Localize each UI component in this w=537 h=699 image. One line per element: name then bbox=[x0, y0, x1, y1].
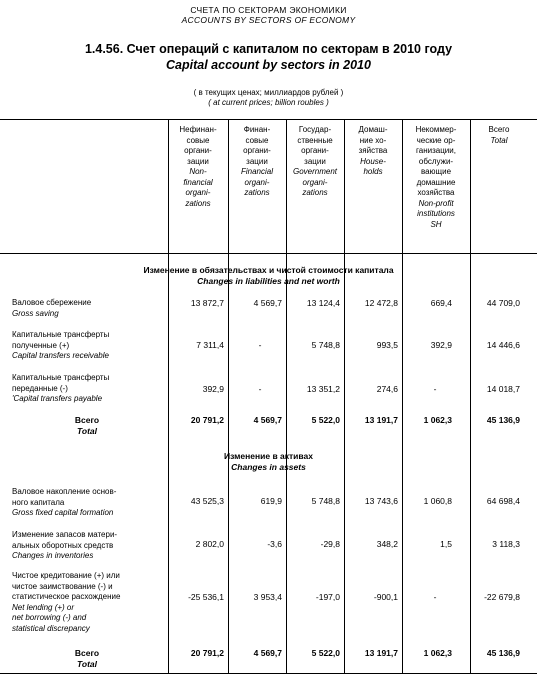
table-cell: 619,9 bbox=[260, 496, 282, 506]
row-label-en: Gross fixed capital formation bbox=[12, 508, 114, 517]
table-bottom-rule bbox=[0, 673, 537, 674]
column-header-ru: Некоммер- ческие ор- ганизации, обслужи- вающие домашние хозяйства bbox=[415, 125, 457, 197]
table-cell: 993,5 bbox=[376, 340, 398, 350]
column-divider bbox=[470, 119, 471, 673]
total-cell: 1 062,3 bbox=[423, 415, 452, 425]
row-label-ru: Валовое накопление основ- ного капитала bbox=[12, 487, 117, 507]
table-cell: -900,1 bbox=[373, 592, 398, 602]
row-label bbox=[12, 571, 162, 634]
column-header-en: House- holds bbox=[360, 156, 386, 176]
row-label-en: Changes in inventories bbox=[12, 551, 94, 560]
section-heading-assets bbox=[0, 451, 537, 473]
total-cell: 45 136,9 bbox=[486, 415, 520, 425]
table-cell: 44 709,0 bbox=[486, 298, 520, 308]
total-cell: 13 191,7 bbox=[364, 415, 398, 425]
total-cell: 4 569,7 bbox=[253, 648, 282, 658]
total-label-en: Total bbox=[77, 659, 97, 669]
table-title-ru: 1.4.56. Счет операций с капиталом по секторам в 2010 году bbox=[84, 42, 453, 56]
table-cell: 14 446,6 bbox=[486, 340, 520, 350]
table-cell: -22 679,8 bbox=[484, 592, 520, 602]
table-cell: 4 569,7 bbox=[253, 298, 282, 308]
table-cell: 12 472,8 bbox=[364, 298, 398, 308]
table-cell: 348,2 bbox=[376, 539, 398, 549]
section-heading-ru: Изменение в активах bbox=[224, 451, 313, 461]
column-header-en: Total bbox=[490, 135, 508, 145]
section-heading-liabilities bbox=[0, 265, 537, 287]
column-header-nonprofit bbox=[402, 125, 470, 230]
total-cell: 5 522,0 bbox=[311, 648, 340, 658]
row-label bbox=[12, 298, 162, 319]
total-cell: 5 522,0 bbox=[311, 415, 340, 425]
units-en: ( at current prices; billion roubles ) bbox=[208, 98, 329, 107]
column-header-ru: Всего bbox=[488, 125, 510, 134]
column-header-government bbox=[286, 125, 344, 199]
column-header-ru: Домаш- ние хо- зяйства bbox=[358, 125, 388, 155]
column-header-ru: Финан- совые органи- зации bbox=[243, 125, 271, 166]
table-cell: 5 748,8 bbox=[311, 340, 340, 350]
row-label-ru: Изменение запасов матери- альных оборотных средств bbox=[12, 530, 118, 550]
table-cell: - bbox=[433, 384, 437, 394]
table-cell: - bbox=[433, 592, 437, 602]
row-label bbox=[12, 373, 162, 405]
table-cell: 64 698,4 bbox=[486, 496, 520, 506]
column-header-ru: Нефинан- совые органи- зации bbox=[179, 125, 217, 166]
total-cell: 1 062,3 bbox=[423, 648, 452, 658]
column-header-financial bbox=[228, 125, 286, 199]
row-label-ru: Капитальные трансферты переданные (-) bbox=[12, 373, 110, 393]
table-cell: -29,8 bbox=[320, 539, 340, 549]
column-header-en: Non- financial organi- zations bbox=[183, 167, 213, 208]
table-cell: - bbox=[258, 384, 262, 394]
row-label-ru: Капитальные трансферты полученные (+) bbox=[12, 330, 110, 350]
row-label-ru: Чистое кредитование (+) или чистое заимствование (-) и статистическое расхождение bbox=[12, 571, 121, 601]
total-cell: 4 569,7 bbox=[253, 415, 282, 425]
table-cell: 1,5 bbox=[440, 539, 452, 549]
row-label-ru: Валовое сбережение bbox=[12, 298, 92, 307]
table-cell: 392,9 bbox=[430, 340, 452, 350]
table-cell: -25 536,1 bbox=[188, 592, 224, 602]
table-cell: 43 525,3 bbox=[190, 496, 224, 506]
section-heading-en: Changes in liabilities and net worth bbox=[197, 276, 340, 286]
total-row-label bbox=[12, 648, 162, 670]
total-cell: 13 191,7 bbox=[364, 648, 398, 658]
row-label-en: Gross saving bbox=[12, 308, 59, 318]
column-header-en: Financial organi- zations bbox=[240, 167, 273, 197]
table-cell: 2 802,0 bbox=[195, 539, 224, 549]
row-label bbox=[12, 330, 162, 362]
total-label-ru: Всего bbox=[74, 648, 100, 658]
row-label bbox=[12, 530, 162, 562]
column-divider bbox=[286, 119, 287, 673]
row-label bbox=[12, 487, 162, 519]
table-cell: 13 872,7 bbox=[190, 298, 224, 308]
column-header-ru: Государ- ственные органи- зации bbox=[297, 125, 333, 166]
header-bottom-rule bbox=[0, 253, 537, 254]
table-cell: 13 351,2 bbox=[306, 384, 340, 394]
table-cell: 5 748,8 bbox=[311, 496, 340, 506]
row-label-en: 'Capital transfers payable bbox=[12, 394, 103, 403]
table-cell: 13 124,4 bbox=[306, 298, 340, 308]
table-cell: 14 018,7 bbox=[486, 384, 520, 394]
table-cell: 13 743,6 bbox=[364, 496, 398, 506]
total-cell: 20 791,2 bbox=[190, 648, 224, 658]
table-top-rule bbox=[0, 119, 537, 120]
column-header-en: Government organi- zations bbox=[292, 167, 338, 197]
table-cell: 7 311,4 bbox=[196, 340, 224, 350]
row-label-en: Net lending (+) or net borrowing (-) and statistical discrepancy bbox=[12, 602, 90, 633]
column-divider bbox=[228, 119, 229, 673]
table-cell: -3,6 bbox=[267, 539, 282, 549]
table-cell: - bbox=[258, 340, 262, 350]
section-title-en: ACCOUNTS BY SECTORS OF ECONOMY bbox=[181, 15, 356, 25]
column-header-nonfinancial bbox=[168, 125, 228, 209]
units-ru: ( в текущих ценах; миллиардов рублей ) bbox=[193, 88, 344, 97]
table-cell: 3 953,4 bbox=[253, 592, 282, 602]
total-cell: 20 791,2 bbox=[190, 415, 224, 425]
column-header-households bbox=[344, 125, 402, 178]
table-cell: 669,4 bbox=[430, 298, 452, 308]
section-heading-en: Changes in assets bbox=[231, 462, 306, 472]
column-header-en: Non-profit institutions SH bbox=[417, 198, 455, 229]
total-label-ru: Всего bbox=[74, 415, 100, 425]
section-title-ru: СЧЕТА ПО СЕКТОРАМ ЭКОНОМИКИ bbox=[190, 5, 347, 15]
column-divider bbox=[344, 119, 345, 673]
total-cell: 45 136,9 bbox=[486, 648, 520, 658]
table-cell: 3 118,3 bbox=[492, 539, 520, 549]
total-row-label bbox=[12, 415, 162, 437]
column-header-total bbox=[470, 125, 528, 146]
table-cell: 1 060,8 bbox=[423, 496, 452, 506]
total-label-en: Total bbox=[77, 426, 97, 436]
table-cell: -197,0 bbox=[315, 592, 340, 602]
table-title-en: Capital account by sectors in 2010 bbox=[166, 58, 371, 72]
table-cell: 274,6 bbox=[376, 384, 398, 394]
section-heading-ru: Изменение в обязательствах и чистой стоимости капитала bbox=[143, 265, 394, 275]
row-label-en: Capital transfers receivable bbox=[12, 351, 109, 360]
table-cell: 392,9 bbox=[202, 384, 224, 394]
